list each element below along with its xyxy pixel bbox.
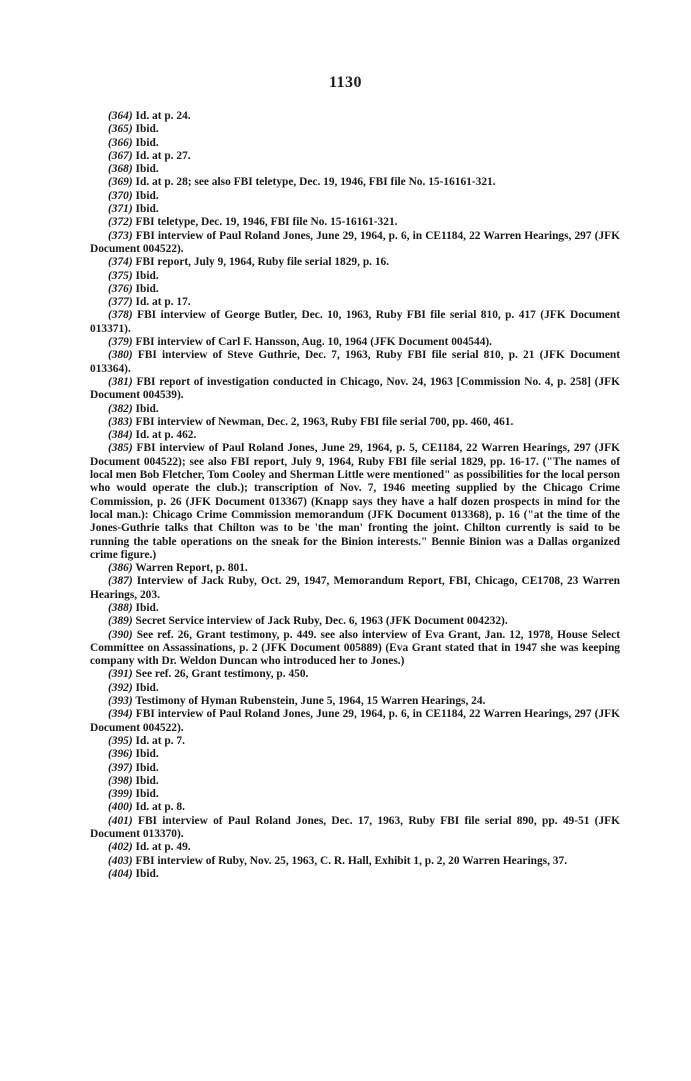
endnote-text: Id. at p. 8.	[135, 801, 185, 814]
endnote-number: (371)	[108, 203, 133, 216]
endnote	[90, 376, 620, 403]
endnote-text: FBI interview of Newman, Dec. 2, 1963, Ruby FBI file serial 700, pp. 460, 461.	[135, 415, 514, 428]
endnote-text: Ibid.	[135, 189, 159, 202]
endnote-number: (388)	[108, 601, 133, 614]
endnote-text: Ibid.	[135, 136, 159, 149]
endnote-text: FBI interview of Paul Roland Jones, June 29, 1964, p. 6, in CE1184, 22 Warren Hearings, 297 (JFK Document 004522).	[90, 229, 620, 255]
endnote-number: (375)	[108, 269, 133, 282]
endnote-text: Warren Report, p. 801.	[135, 562, 248, 575]
endnote	[90, 270, 620, 283]
endnote	[90, 735, 620, 748]
endnote-text: FBI interview of Steve Guthrie, Dec. 7, 1963, Ruby FBI file serial 810, p. 21 (JFK Document 013364).	[90, 349, 620, 375]
endnote-text: Ibid.	[135, 788, 159, 801]
endnote-text: Testimony of Hyman Rubenstein, June 5, 1964, 15 Warren Hearings, 24.	[135, 695, 486, 708]
endnote-number: (370)	[108, 189, 133, 202]
endnote	[90, 349, 620, 376]
endnote-text: Id. at p. 24.	[135, 110, 191, 122]
endnote	[90, 602, 620, 615]
endnote-number: (372)	[108, 216, 133, 229]
endnote-text: Ibid.	[135, 123, 159, 136]
endnote-text: FBI interview of Ruby, Nov. 25, 1963, C. R. Hall, Exhibit 1, p. 2, 20 Warren Hearings, 37.	[135, 854, 568, 867]
endnote	[90, 163, 620, 176]
endnote-number: (374)	[108, 256, 133, 269]
endnote-number: (400)	[108, 801, 133, 814]
endnote-number: (390)	[108, 628, 133, 641]
endnote-text: Id. at p. 28; see also FBI teletype, Dec. 19, 1946, FBI file No. 15-16161-321.	[135, 176, 496, 189]
endnote-text: Ibid.	[135, 402, 159, 415]
endnote-number: (396)	[108, 748, 133, 761]
endnote	[90, 575, 620, 602]
endnote	[90, 788, 620, 801]
endnote-number: (366)	[108, 136, 133, 149]
endnotes-list	[90, 110, 620, 881]
endnote-number: (393)	[108, 695, 133, 708]
endnote-text: FBI interview of Paul Roland Jones, June 29, 1964, p. 6, in CE1184, 22 Warren Hearings, 297 (JFK Document 004522).	[90, 708, 620, 734]
endnote-number: (385)	[108, 442, 133, 455]
endnote-number: (373)	[108, 229, 133, 242]
endnote	[90, 429, 620, 442]
endnote-number: (395)	[108, 734, 133, 747]
endnote-number: (404)	[108, 867, 133, 880]
endnote	[90, 695, 620, 708]
endnote	[90, 230, 620, 257]
endnote	[90, 748, 620, 761]
endnote	[90, 668, 620, 681]
endnote	[90, 682, 620, 695]
endnote-number: (403)	[108, 854, 133, 867]
endnote-number: (401)	[108, 814, 133, 827]
endnote	[90, 137, 620, 150]
endnote	[90, 416, 620, 429]
endnote-number: (376)	[108, 282, 133, 295]
endnote-text: FBI report, July 9, 1964, Ruby file serial 1829, p. 16.	[135, 256, 390, 269]
endnote-number: (399)	[108, 788, 133, 801]
endnote-number: (379)	[108, 336, 133, 349]
endnote-number: (389)	[108, 615, 133, 628]
endnote	[90, 815, 620, 842]
endnote	[90, 868, 620, 881]
endnote-text: Id. at p. 49.	[135, 841, 191, 854]
endnote-number: (394)	[108, 708, 133, 721]
endnote-text: Interview of Jack Ruby, Oct. 29, 1947, Memorandum Report, FBI, Chicago, CE1708, 23 Warren Hearings, 203.	[90, 575, 620, 601]
endnote-text: Ibid.	[135, 163, 159, 176]
endnote-text: Ibid.	[135, 761, 159, 774]
endnote-number: (377)	[108, 296, 133, 309]
endnote-number: (369)	[108, 176, 133, 189]
endnote-text: FBI teletype, Dec. 19, 1946, FBI file No. 15-16161-321.	[135, 216, 398, 229]
endnote	[90, 150, 620, 163]
endnote-text: FBI interview of George Butler, Dec. 10, 1963, Ruby FBI file serial 810, p. 417 (JFK Document 013371).	[90, 309, 620, 335]
endnote-text: FBI interview of Paul Roland Jones, June 29, 1964, p. 5, CE1184, 22 Warren Hearings, 297 (JFK Document 004522); see also FBI report, July 9, 1964, Ruby FBI file serial 1829, pp. 16-17. ("The names of local men Bob Fletcher, Tom Cooley and Sherman Little were mentioned" as possibilities for the local person who would operate the club.); transcription of Nov. 7, 1946 meeting supplied by the Chicago Crime Commission, p. 26 (JFK Document 013367) (Knapp says they have a half dozen prospects in mind for the local man.): Chicago Crime Commission memorandum (JFK Document 013368), p. 16 ("at the time of the Jones-Guthrie talks that Chilton was to be 'the man' fronting the joint. Chilton currently is said to be running the table operations on the sneak for the Binion interests." Bennie Binion was a Dallas organized crime figure.)	[90, 442, 620, 561]
endnote	[90, 176, 620, 189]
endnote	[90, 629, 620, 669]
endnote-text: Id. at p. 27.	[135, 149, 191, 162]
endnote-number: (397)	[108, 761, 133, 774]
endnote	[90, 256, 620, 269]
endnote	[90, 615, 620, 628]
endnote-text: Ibid.	[135, 203, 159, 216]
endnote-text: Id. at p. 462.	[135, 429, 197, 442]
endnote-text: Ibid.	[135, 748, 159, 761]
endnote-text: FBI interview of Paul Roland Jones, Dec. 17, 1963, Ruby FBI file serial 890, pp. 49-51 (JFK Document 013370).	[90, 814, 620, 841]
endnote	[90, 855, 620, 868]
endnote	[90, 562, 620, 575]
endnote-number: (383)	[108, 415, 133, 428]
endnote-number: (387)	[108, 575, 133, 588]
endnote	[90, 203, 620, 216]
endnote-text: Ibid.	[135, 681, 159, 694]
endnote-number: (384)	[108, 429, 133, 442]
endnote-text: See ref. 26, Grant testimony, p. 449. see also interview of Eva Grant, Jan. 12, 1978, House Select Committee on Assassinations, p. 2 (JFK Document 005889) (Eva Grant stated that in 1947 she was keeping company with Dr. Weldon Duncan who introduced her to Jones.)	[90, 628, 620, 668]
endnote-text: FBI report of investigation conducted in Chicago, Nov. 24, 1963 [Commission No. 4, p. 258] (JFK Document 004539).	[90, 375, 620, 402]
endnote	[90, 123, 620, 136]
endnote-text: Ibid.	[135, 774, 159, 787]
endnote-text: Secret Service interview of Jack Ruby, Dec. 6, 1963 (JFK Document 004232).	[135, 615, 508, 628]
endnote-text: Ibid.	[135, 282, 159, 295]
endnote-number: (391)	[108, 668, 133, 681]
endnote-number: (368)	[108, 163, 133, 176]
endnote-number: (386)	[108, 562, 133, 575]
endnote-number: (392)	[108, 681, 133, 694]
endnote	[90, 216, 620, 229]
endnote-number: (381)	[108, 375, 133, 388]
endnote-text: Ibid.	[135, 601, 159, 614]
endnote-text: Ibid.	[135, 867, 159, 880]
endnote-number: (380)	[108, 349, 133, 362]
endnote	[90, 801, 620, 814]
endnote-text: FBI interview of Carl F. Hansson, Aug. 10, 1964 (JFK Document 004544).	[135, 336, 493, 349]
endnote	[90, 403, 620, 416]
endnote	[90, 336, 620, 349]
page-number: 1130	[328, 74, 363, 91]
endnote-number: (402)	[108, 841, 133, 854]
endnote	[90, 309, 620, 336]
endnote	[90, 775, 620, 788]
endnote-number: (378)	[108, 309, 133, 322]
endnote	[90, 708, 620, 735]
endnote	[90, 841, 620, 854]
endnote	[90, 110, 620, 123]
endnote-number: (364)	[108, 110, 133, 122]
endnote-text: See ref. 26, Grant testimony, p. 450.	[135, 668, 309, 681]
endnote-text: Id. at p. 7.	[135, 734, 185, 747]
endnote-number: (382)	[108, 402, 133, 415]
endnote	[90, 190, 620, 203]
endnote-number: (398)	[108, 774, 133, 787]
endnote	[90, 442, 620, 562]
endnote	[90, 283, 620, 296]
endnote	[90, 762, 620, 775]
endnote-number: (365)	[108, 123, 133, 136]
endnote-number: (367)	[108, 149, 133, 162]
endnote	[90, 296, 620, 309]
endnote-text: Id. at p. 17.	[135, 296, 191, 309]
endnote-text: Ibid.	[135, 269, 159, 282]
